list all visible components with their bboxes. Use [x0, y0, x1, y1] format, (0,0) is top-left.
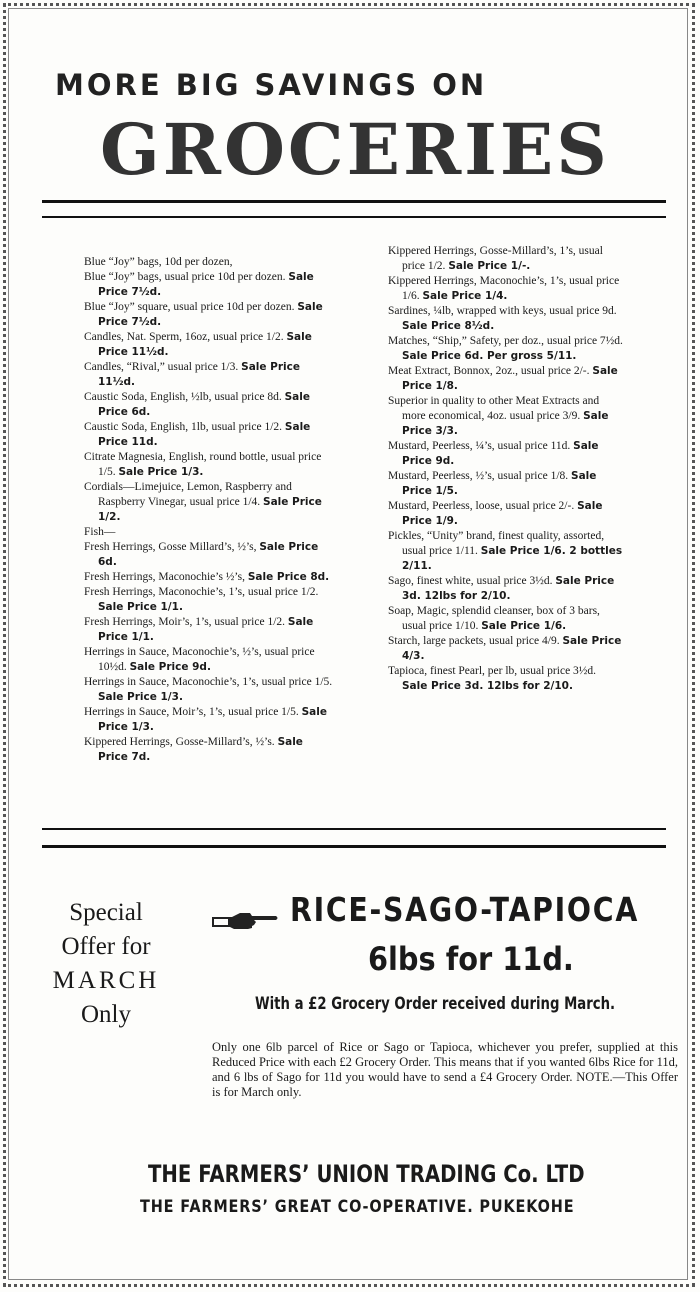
list-item: [388, 469, 624, 499]
special-line-4: Only: [81, 1001, 131, 1028]
item-description: Sardines, ¼lb, wrapped with keys, usual price 9d.: [388, 305, 617, 317]
item-description: Kippered Herrings, Maconochie’s, 1’s, usual price 1/6.: [388, 275, 620, 302]
item-description: Soap, Magic, splendid cleanser, box of 3 bars, usual price 1/10.: [388, 605, 600, 632]
company-tagline: THE FARMERS’ GREAT CO-OPERATIVE. PUKEKOHE: [140, 1197, 575, 1217]
item-description: Kippered Herrings, Gosse-Millard’s, 1’s, usual price 1/2.: [388, 245, 603, 272]
sale-price: Sale Price 3/3.: [402, 410, 609, 437]
item-description: Cordials—Limejuice, Lemon, Raspberry and Raspberry Vinegar, usual price 1/4.: [84, 481, 292, 508]
company-name: THE FARMERS’ UNION TRADING Co. LTD: [148, 1160, 585, 1188]
list-item: [84, 360, 334, 390]
list-item: [84, 330, 334, 360]
sale-price: Sale Price 1/3.: [118, 466, 204, 478]
list-item: [84, 255, 334, 270]
sale-price: Sale Price 7½d.: [98, 271, 314, 298]
list-item: [84, 705, 334, 735]
list-item: [84, 585, 334, 615]
divider-bottom: [42, 845, 666, 848]
item-description: Matches, “Ship,” Safety, per doz., usual price 7½d.: [388, 335, 623, 347]
sale-price: Sale Price 1/6.: [481, 620, 567, 632]
list-item: [388, 364, 624, 394]
item-description: Mustard, Peerless, ½’s, usual price 1/8.: [388, 470, 569, 482]
list-item: [388, 244, 624, 274]
item-description: Mustard, Peerless, ¼’s, usual price 11d.: [388, 440, 571, 452]
special-line-3: MARCH: [52, 967, 160, 994]
item-description: Fresh Herrings, Moir’s, 1’s, usual price 1/2.: [84, 616, 286, 628]
item-description: Superior in quality to other Meat Extracts and more economical, 4oz. usual price 3/9.: [388, 395, 600, 422]
sale-price: Sale Price 1/2.: [98, 496, 322, 523]
price-list-right: [388, 244, 624, 694]
special-line-1: Special: [69, 899, 143, 926]
list-item: [84, 300, 334, 330]
item-description: Herrings in Sauce, Maconochie’s, 1’s, usual price 1/5.: [84, 676, 333, 688]
sale-price: Sale Price 1/4.: [422, 290, 508, 302]
item-description: Herrings in Sauce, Maconochie’s, ½’s, usual price 10½d.: [84, 646, 315, 673]
item-description: Mustard, Peerless, loose, usual price 2/-.: [388, 500, 575, 512]
list-item: [84, 735, 334, 765]
item-description: Candles, “Rival,” usual price 1/3.: [84, 361, 239, 373]
list-item: [388, 604, 624, 634]
list-item: [388, 664, 624, 694]
offer-quantity: 6lbs for 11d.: [368, 940, 574, 978]
sale-price: Sale Price 7d.: [98, 736, 303, 763]
list-item: [84, 525, 334, 540]
list-item: [388, 499, 624, 529]
item-description: Tapioca, finest Pearl, per lb, usual price 3½d.: [388, 665, 597, 677]
list-item: [84, 615, 334, 645]
list-item: [84, 675, 334, 705]
list-item: [388, 529, 624, 574]
list-item: [84, 645, 334, 675]
list-item: [84, 450, 334, 480]
list-item: [388, 634, 624, 664]
list-item: [388, 439, 624, 469]
list-item: [84, 540, 334, 570]
list-item: [388, 334, 624, 364]
sale-price: Sale Price 1/-.: [448, 260, 531, 272]
item-description: Fish—: [84, 526, 116, 538]
sale-price: Sale Price 8d.: [247, 571, 330, 583]
sale-price: Sale Price 11d.: [98, 421, 311, 448]
sale-price: Sale Price 1/3.: [98, 691, 183, 703]
offer-condition: With a £2 Grocery Order received during March.: [255, 994, 616, 1014]
item-description: Fresh Herrings, Gosse Millard’s, ½’s,: [84, 541, 257, 553]
list-item: [84, 390, 334, 420]
list-item: [388, 304, 624, 334]
item-description: Fresh Herrings, Maconochie’s ½’s,: [84, 571, 245, 583]
sale-price: Sale Price 9d.: [129, 661, 211, 673]
item-description: Citrate Magnesia, English, round bottle, usual price 1/5.: [84, 451, 322, 478]
sale-price: Sale Price 6d.: [98, 541, 319, 568]
list-item: [84, 420, 334, 450]
sale-price: Sale Price 3d. 12lbs for 2/10.: [402, 575, 615, 602]
sale-price: Sale Price 3d. 12lbs for 2/10.: [402, 680, 573, 692]
sale-price: Sale Price 1/1.: [98, 601, 183, 613]
list-item: [388, 394, 624, 439]
item-description: Blue “Joy” square, usual price 10d per dozen.: [84, 301, 295, 313]
divider-top: [42, 200, 666, 203]
sale-price: Sale Price 9d.: [402, 440, 599, 467]
sale-price: Sale Price 6d. Per gross 5/11.: [402, 350, 577, 362]
special-line-2: Offer for: [61, 933, 151, 960]
headline-savings: MORE BIG SAVINGS ON: [55, 68, 488, 102]
divider-bottom-thin: [42, 828, 666, 830]
headline-groceries: GROCERIES: [100, 108, 610, 191]
offer-details: Only one 6lb parcel of Rice or Sago or Tapioca, whichever you prefer, supplied at this Reduced Price with each £2 Grocery Order. This means that if you wanted 6lbs Rice for 11d, and 6 lbs of Sago for 11d you would have to send a £4 Grocery Order. NOTE.—This Offer is for March only.: [212, 1040, 678, 1099]
sale-price: Sale Price 1/8.: [402, 365, 618, 392]
sale-price: Sale Price 4/3.: [402, 635, 622, 662]
item-description: Candles, Nat. Sperm, 16oz, usual price 1/2.: [84, 331, 284, 343]
item-description: Sago, finest white, usual price 3½d.: [388, 575, 553, 587]
pointing-hand-icon: [210, 907, 280, 938]
item-description: Pickles, “Unity” brand, finest quality, assorted, usual price 1/11.: [388, 530, 605, 557]
offer-title: RICE-SAGO-TAPIOCA: [290, 890, 640, 929]
list-item: [388, 574, 624, 604]
item-description: Caustic Soda, English, 1lb, usual price 1/2.: [84, 421, 283, 433]
list-item: [84, 270, 334, 300]
sale-price: Sale Price 7½d.: [98, 301, 323, 328]
item-description: Meat Extract, Bonnox, 2oz., usual price 2/-.: [388, 365, 590, 377]
sale-price: Sale Price 8½d.: [402, 320, 495, 332]
item-description: Fresh Herrings, Maconochie’s, 1’s, usual price 1/2.: [84, 586, 319, 598]
sale-price: Sale Price 1/5.: [402, 470, 597, 497]
sale-price: Sale Price 11½d.: [98, 331, 312, 358]
item-description: Herrings in Sauce, Moir’s, 1’s, usual price 1/5.: [84, 706, 299, 718]
sale-price: Sale Price 1/6. 2 bottles 2/11.: [402, 545, 623, 572]
list-item: [388, 274, 624, 304]
sale-price: Sale Price 1/9.: [402, 500, 603, 527]
sale-price: Sale Price 6d.: [98, 391, 310, 418]
price-list-left: [84, 255, 334, 765]
special-offer-label: [26, 896, 186, 1032]
divider-top-thin: [42, 216, 666, 218]
list-item: [84, 570, 334, 585]
item-description: Kippered Herrings, Gosse-Millard’s, ½’s.: [84, 736, 275, 748]
item-description: Caustic Soda, English, ½lb, usual price 8d.: [84, 391, 282, 403]
sale-price: Sale Price 11½d.: [98, 361, 300, 388]
item-description: Blue “Joy” bags, usual price 10d per dozen.: [84, 271, 286, 283]
list-item: [84, 480, 334, 525]
sale-price: Sale Price 1/3.: [98, 706, 327, 733]
sale-price: Sale Price 1/1.: [98, 616, 314, 643]
item-description: Starch, large packets, usual price 4/9.: [388, 635, 560, 647]
item-description: Blue “Joy” bags, 10d per dozen,: [84, 256, 233, 268]
